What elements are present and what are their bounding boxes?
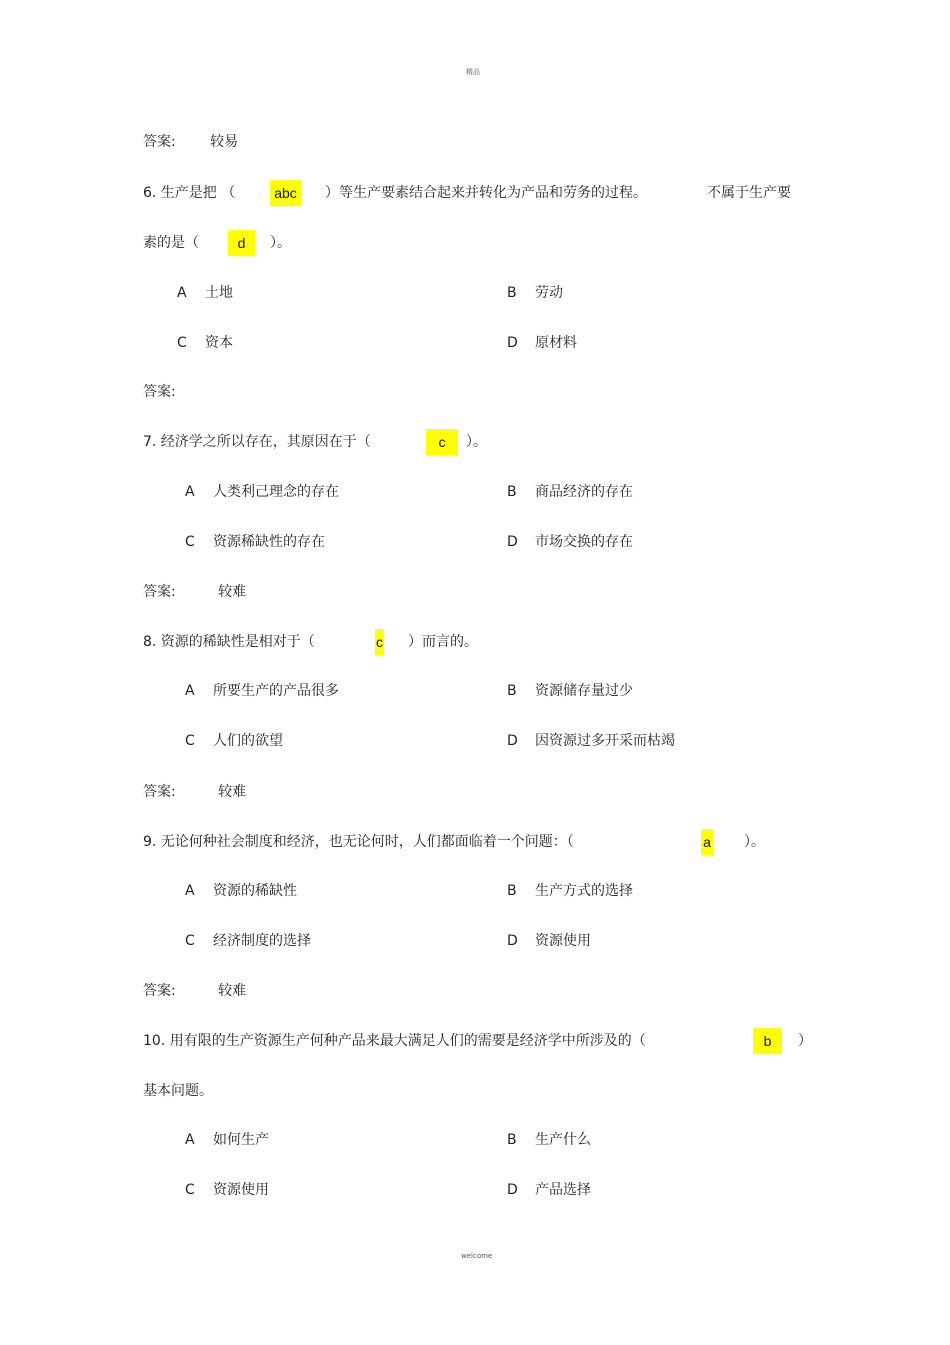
- q9-option-b: [507, 881, 633, 901]
- q6-stem-line1-end: 不属于生产要: [707, 185, 791, 201]
- option-text: 经济制度的选择: [213, 933, 311, 949]
- option-label: D: [507, 733, 518, 749]
- option-label: C: [185, 534, 195, 550]
- option-text: 资源的稀缺性: [213, 883, 297, 899]
- option-text: 人类利己理念的存在: [213, 484, 339, 500]
- option-text: 市场交换的存在: [535, 534, 633, 550]
- q7-fill: c: [426, 429, 458, 455]
- option-label: A: [185, 1132, 195, 1148]
- answer-label: 答案:: [143, 384, 176, 400]
- option-text: 资源使用: [213, 1182, 269, 1198]
- q10-fill: b: [753, 1028, 782, 1054]
- option-label: D: [507, 1182, 518, 1198]
- q6-fill-1: abc: [270, 180, 301, 206]
- option-text: 资本: [205, 335, 233, 351]
- answer-label: 答案:: [143, 134, 176, 150]
- answer-label: 答案:: [143, 983, 176, 999]
- q7-stem-end: ）。: [466, 434, 487, 450]
- page-footer: welcome: [461, 1252, 493, 1260]
- option-text: 原材料: [535, 335, 577, 351]
- answer-value: 较难: [218, 584, 247, 600]
- q6-fill-2: d: [228, 230, 255, 256]
- q9-stem-end: ）。: [744, 834, 765, 850]
- q10-option-a: [185, 1130, 269, 1150]
- option-text: 商品经济的存在: [535, 484, 633, 500]
- option-label: D: [507, 933, 518, 949]
- q6-stem-line1-middle: ）等生产要素结合起来并转化为产品和劳务的过程。: [325, 185, 647, 201]
- q7-option-d: [507, 532, 633, 552]
- q7-stem-start: 7. 经济学之所以存在，其原因在于（: [143, 434, 371, 450]
- q7-option-a: [185, 482, 339, 502]
- q10-stem-line1-end: ）: [798, 1033, 812, 1049]
- q9-option-c: [185, 931, 311, 951]
- option-label: A: [185, 484, 195, 500]
- answer-value: 较难: [218, 983, 247, 999]
- q6-option-c: [177, 333, 233, 353]
- q6-stem-line2-end: ）。: [270, 235, 291, 251]
- option-text: 资源使用: [535, 933, 591, 949]
- q6-stem-line2-start: 素的是（: [143, 235, 199, 251]
- option-text: 产品选择: [535, 1182, 591, 1198]
- answer-value: 较难: [218, 784, 247, 800]
- option-text: 人们的欲望: [213, 733, 283, 749]
- q10-option-c: [185, 1180, 269, 1200]
- answer-value: 较易: [210, 134, 239, 150]
- option-label: C: [185, 733, 195, 749]
- page-header: 精品: [466, 68, 480, 76]
- q6-option-b: [507, 283, 563, 303]
- q10-stem-line2: 基本问题。: [143, 1083, 213, 1099]
- option-text: 所要生产的产品很多: [213, 683, 339, 699]
- option-text: 因资源过多开采而枯竭: [535, 733, 675, 749]
- option-label: C: [177, 335, 187, 351]
- option-label: B: [507, 1132, 517, 1148]
- q8-stem-end: ）而言的。: [408, 634, 478, 650]
- q8-stem-start: 8. 资源的稀缺性是相对于（: [143, 634, 315, 650]
- q8-answer: [143, 782, 246, 802]
- option-label: B: [507, 285, 517, 301]
- option-text: 如何生产: [213, 1132, 269, 1148]
- option-label: C: [185, 1182, 195, 1198]
- option-label: A: [185, 683, 195, 699]
- q8-option-c: [185, 731, 283, 751]
- option-label: A: [185, 883, 195, 899]
- option-label: C: [185, 933, 195, 949]
- option-text: 资源储存量过少: [535, 683, 633, 699]
- q9-stem-start: 9. 无论何种社会制度和经济，也无论何时，人们都面临着一个问题：（: [143, 834, 574, 850]
- option-text: 劳动: [535, 285, 563, 301]
- q9-option-a: [185, 881, 297, 901]
- q10-stem-line1-start: 10. 用有限的生产资源生产何种产品来最大满足人们的需要是经济学中所涉及的（: [143, 1033, 646, 1049]
- q9-fill: a: [701, 829, 713, 855]
- option-text: 生产方式的选择: [535, 883, 633, 899]
- option-text: 土地: [205, 285, 233, 301]
- q9-option-d: [507, 931, 591, 951]
- option-label: B: [507, 484, 517, 500]
- q9-answer: [143, 981, 246, 1001]
- option-text: 生产什么: [535, 1132, 591, 1148]
- option-label: B: [507, 683, 517, 699]
- q7-option-b: [507, 482, 633, 502]
- q6-answer: [143, 382, 176, 402]
- q8-option-d: [507, 731, 675, 751]
- q6-option-a: [177, 283, 233, 303]
- q10-option-b: [507, 1130, 591, 1150]
- option-label: B: [507, 883, 517, 899]
- option-label: D: [507, 534, 518, 550]
- answer-label: 答案:: [143, 584, 176, 600]
- q8-option-b: [507, 681, 633, 701]
- option-label: A: [177, 285, 187, 301]
- q7-option-c: [185, 532, 325, 552]
- option-label: D: [507, 335, 518, 351]
- q5-answer: [143, 132, 238, 152]
- answer-label: 答案:: [143, 784, 176, 800]
- q8-fill: c: [375, 629, 384, 655]
- q6-option-d: [507, 333, 577, 353]
- q8-option-a: [185, 681, 339, 701]
- q7-answer: [143, 582, 246, 602]
- option-text: 资源稀缺性的存在: [213, 534, 325, 550]
- q6-stem-line1-start: 6. 生产是把 （: [143, 185, 236, 201]
- q10-option-d: [507, 1180, 591, 1200]
